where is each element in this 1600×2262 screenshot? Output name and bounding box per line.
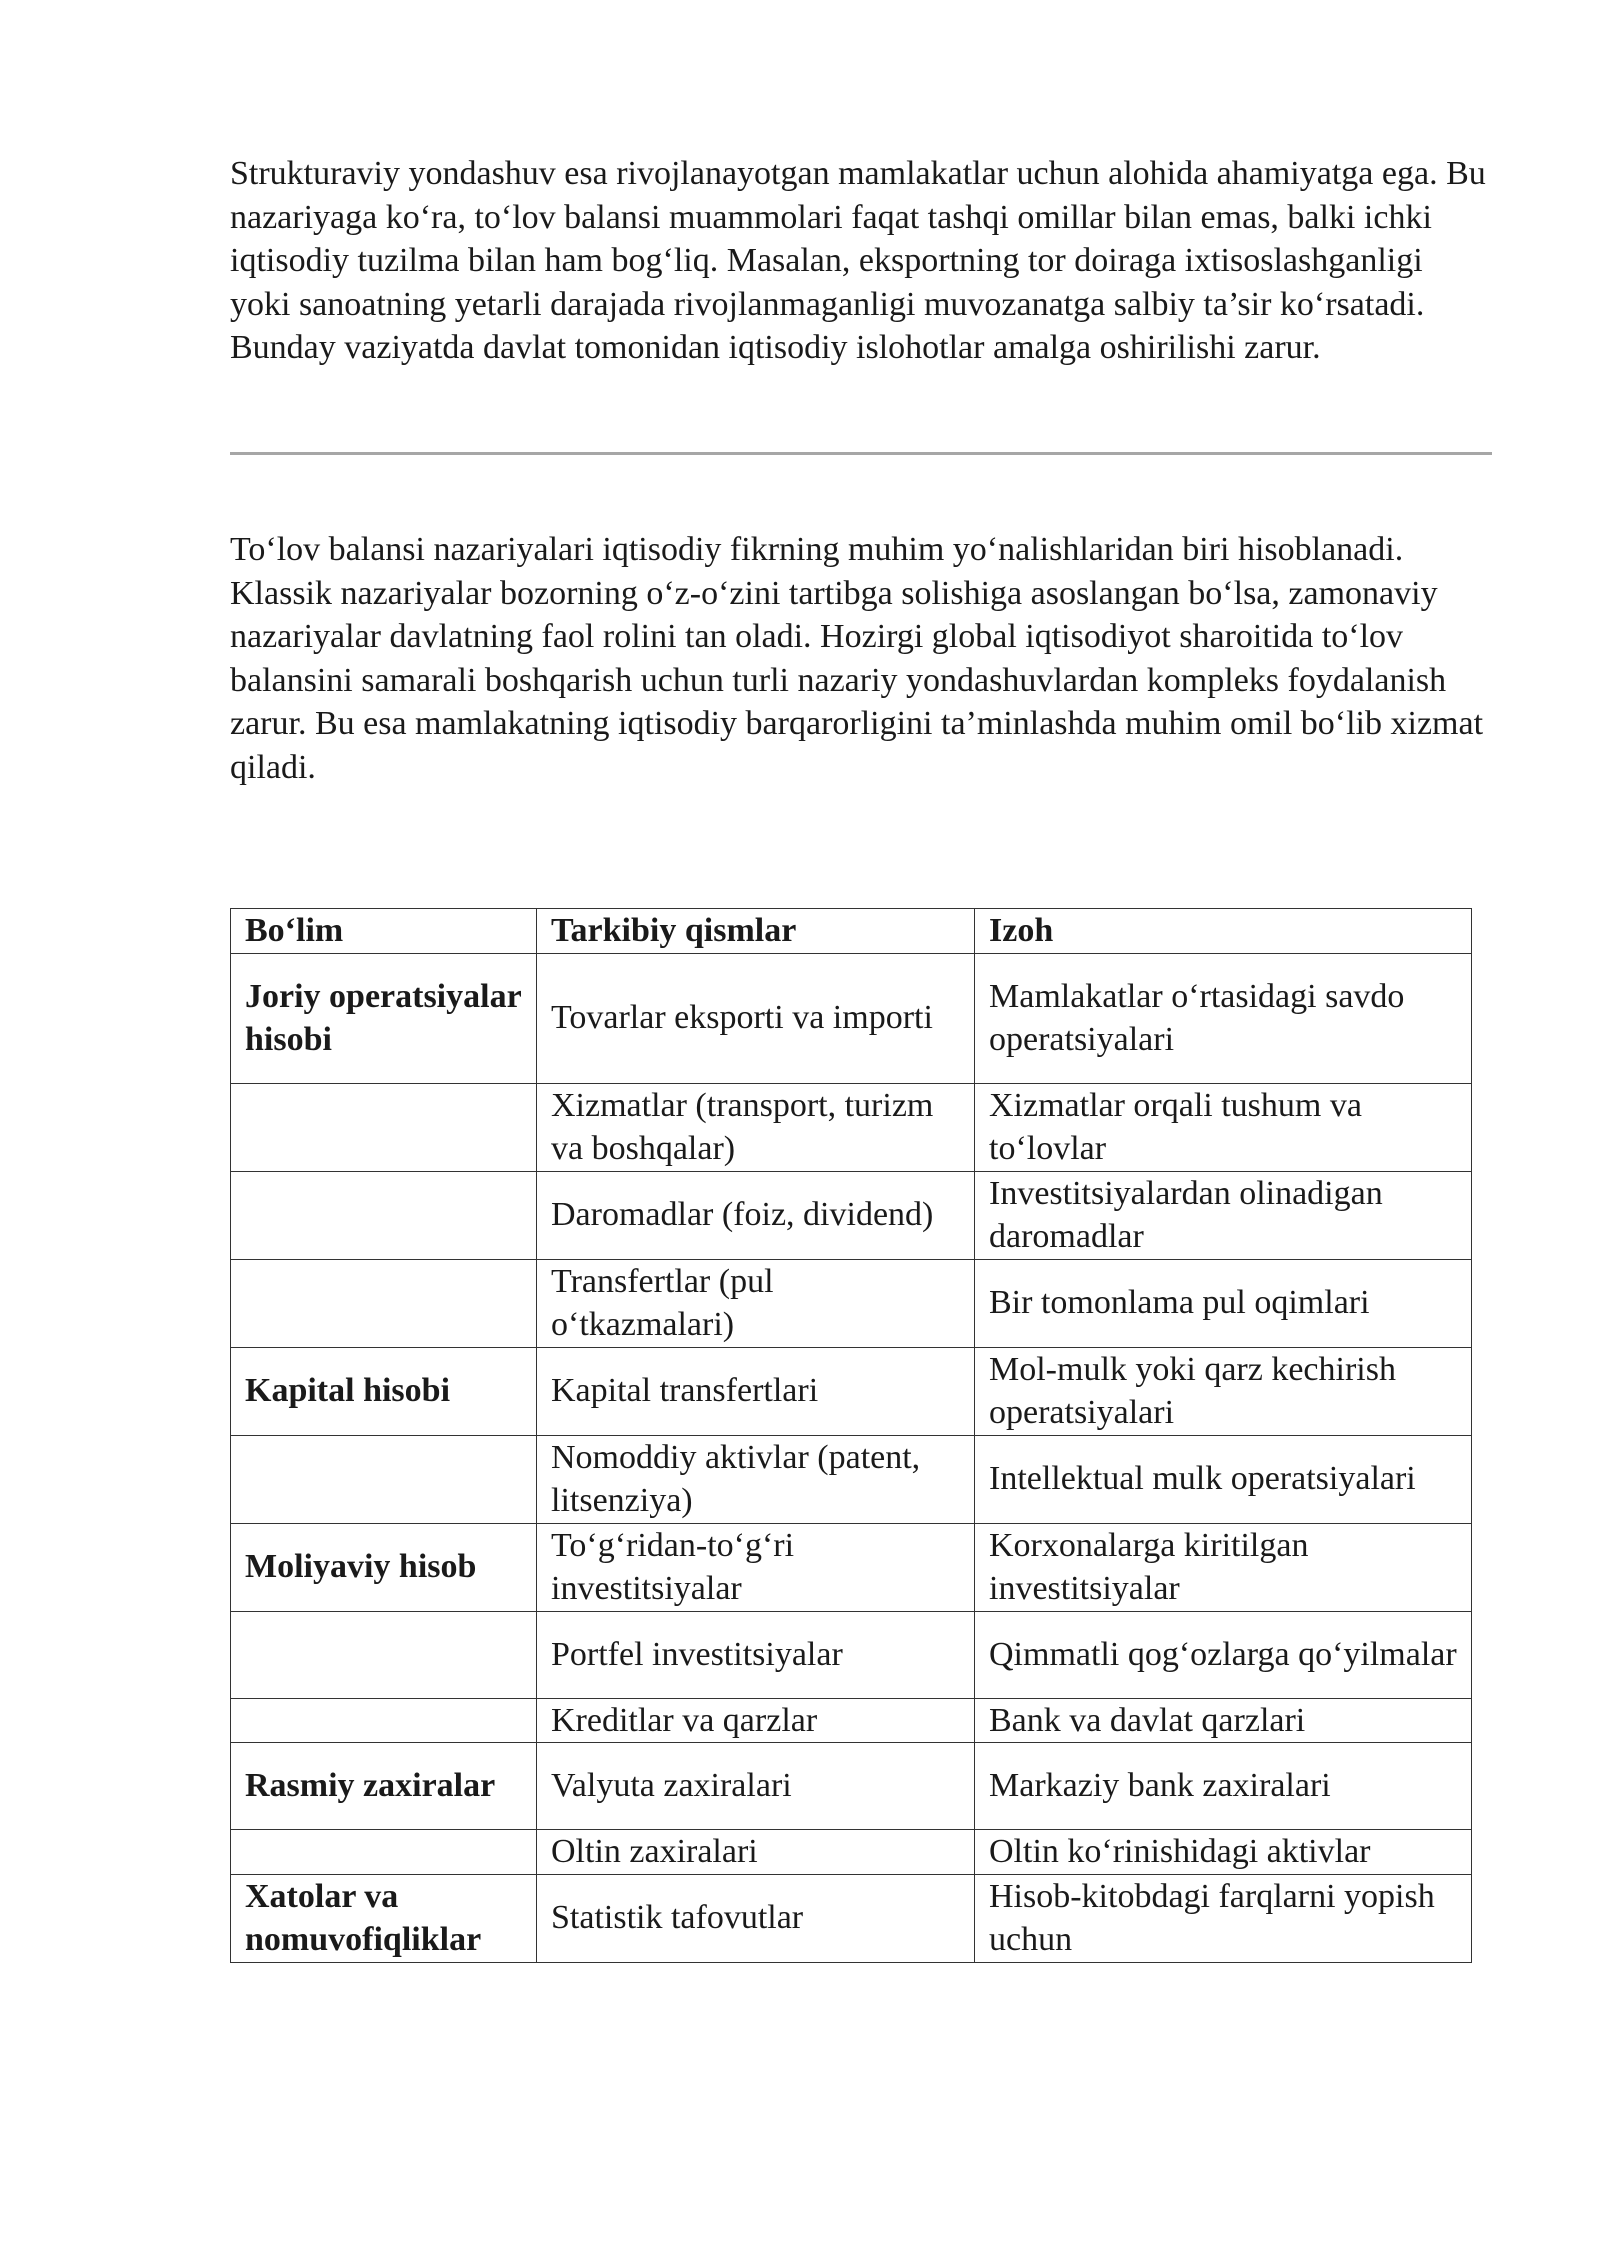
table-cell-note: Korxonalarga kiritilgan investitsiyalar — [975, 1523, 1472, 1611]
table-cell-component: Oltin zaxiralari — [537, 1830, 975, 1875]
table-cell-component: Kreditlar va qarzlar — [537, 1698, 975, 1743]
table-cell-component: Kapital transfertlari — [537, 1347, 975, 1435]
horizontal-divider — [230, 452, 1492, 455]
table-cell-note: Oltin ko‘rinishidagi aktivlar — [975, 1830, 1472, 1875]
table-cell-note: Bank va davlat qarzlari — [975, 1698, 1472, 1743]
table-cell-note: Markaziy bank zaxiralari — [975, 1743, 1472, 1830]
table-cell-note: Xizmatlar orqali tushum va to‘lovlar — [975, 1083, 1472, 1171]
table-cell-note: Mol-mulk yoki qarz kechirish operatsiyalari — [975, 1347, 1472, 1435]
table-row — [231, 1171, 1472, 1259]
table-cell-note: Qimmatli qog‘ozlarga qo‘yilmalar — [975, 1611, 1472, 1698]
table-row — [231, 1259, 1472, 1347]
table-row — [231, 1698, 1472, 1743]
table-cell-section: Joriy operatsiyalar hisobi — [231, 953, 537, 1083]
table-cell-section — [231, 1259, 537, 1347]
table-row — [231, 953, 1472, 1083]
table-row — [231, 1347, 1472, 1435]
paragraph-structural-approach: Strukturaviy yondashuv esa rivojlanayotgan mamlakatlar uchun alohida ahamiyatga ega. Bu nazariyaga ko‘ra, to‘lov balansi muammolari faqat tashqi omillar bilan emas, balki ichki iqtisodiy tuzilma bilan ham bog‘liq. Masalan, eksportning tor doiraga ixtisoslashganligi yoki sanoatning yetarli darajada rivojlanmaganligi muvozanatga salbiy ta’sir ko‘rsatadi. Bunday vaziyatda davlat tomonidan iqtisodiy islohotlar amalga oshirilishi zarur. — [230, 155, 1486, 366]
table-row — [231, 1830, 1472, 1875]
table-row — [231, 1523, 1472, 1611]
table-cell-section — [231, 1698, 537, 1743]
table-cell-section — [231, 1830, 537, 1875]
balance-of-payments-table — [230, 908, 1472, 1963]
table-row — [231, 1743, 1472, 1830]
table-cell-note: Intellektual mulk operatsiyalari — [975, 1435, 1472, 1523]
table-row — [231, 1611, 1472, 1698]
header-note: Izoh — [975, 909, 1472, 954]
table-cell-component: Tovarlar eksporti va importi — [537, 953, 975, 1083]
table-cell-section — [231, 1171, 537, 1259]
table-row — [231, 1083, 1472, 1171]
table-cell-section — [231, 1435, 537, 1523]
table-cell-component: Daromadlar (foiz, dividend) — [537, 1171, 975, 1259]
table-cell-section: Xatolar va nomuvofiqliklar — [231, 1874, 537, 1962]
table-cell-section: Rasmiy zaxiralar — [231, 1743, 537, 1830]
table-cell-component: Portfel investitsiyalar — [537, 1611, 975, 1698]
table-row — [231, 1874, 1472, 1962]
table-cell-note: Investitsiyalardan olinadigan daromadlar — [975, 1171, 1472, 1259]
table-cell-component: Valyuta zaxiralari — [537, 1743, 975, 1830]
table-cell-section — [231, 1611, 537, 1698]
header-section: Bo‘lim — [231, 909, 537, 954]
table-cell-component: Nomoddiy aktivlar (patent, litsenziya) — [537, 1435, 975, 1523]
table-cell-note: Hisob-kitobdagi farqlarni yopish uchun — [975, 1874, 1472, 1962]
table-cell-component: Statistik tafovutlar — [537, 1874, 975, 1962]
table-cell-note: Mamlakatlar o‘rtasidagi savdo operatsiyalari — [975, 953, 1472, 1083]
table-cell-component: Transfertlar (pul o‘tkazmalari) — [537, 1259, 975, 1347]
table-row — [231, 1435, 1472, 1523]
table-cell-component: Xizmatlar (transport, turizm va boshqalar) — [537, 1083, 975, 1171]
header-components: Tarkibiy qismlar — [537, 909, 975, 954]
table-cell-note: Bir tomonlama pul oqimlari — [975, 1259, 1472, 1347]
table-header-row — [231, 909, 1472, 954]
table-cell-section: Kapital hisobi — [231, 1347, 537, 1435]
table-cell-section — [231, 1083, 537, 1171]
paragraph-balance-theories: To‘lov balansi nazariyalari iqtisodiy fikrning muhim yo‘nalishlaridan biri hisoblanadi. Klassik nazariyalar bozorning o‘z-o‘zini tartibga solishiga asoslangan bo‘lsa, zamonaviy nazariyalar davlatning faol rolini tan oladi. Hozirgi global iqtisodiyot sharoitida to‘lov balansini samarali boshqarish uchun turli nazariy yondashuvlardan kompleks foydalanish zarur. Bu esa mamlakatning iqtisodiy barqarorligini ta’minlashda muhim omil bo‘lib xizmat qiladi. — [230, 531, 1484, 786]
table-cell-section: Moliyaviy hisob — [231, 1523, 537, 1611]
table-cell-component: To‘g‘ridan-to‘g‘ri investitsiyalar — [537, 1523, 975, 1611]
